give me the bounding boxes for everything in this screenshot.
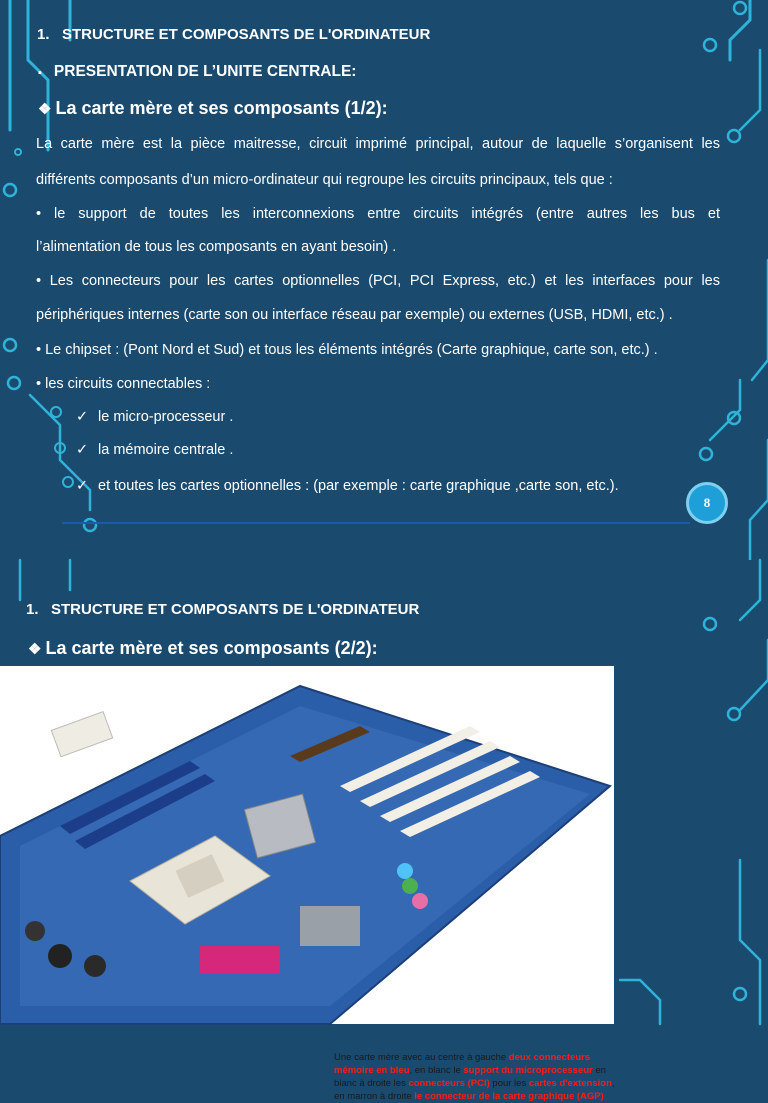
paragraph-line: l’alimentation de tous les composants en ayant besoin) . — [36, 239, 397, 255]
subheading — [38, 63, 356, 81]
checklist-item: ✓ le micro-processeur . — [76, 409, 234, 425]
checkmark-icon: ✓ — [76, 478, 89, 494]
divider-line — [62, 522, 690, 524]
section-title — [28, 638, 378, 659]
paragraph-line: périphériques internes (carte son ou interface réseau par exemple) ou externes (USB, HDMI, etc.) . — [36, 307, 673, 323]
section-title-text: La carte mère et ses composants (1/2): — [55, 98, 388, 118]
checklist-item: ✓ et toutes les cartes optionnelles : (par exemple : carte graphique ,carte son, etc.). — [76, 478, 619, 494]
page-number-badge: 8 — [686, 482, 728, 524]
paragraph-line: • les circuits connectables : — [36, 376, 211, 392]
motherboard-photo — [0, 666, 615, 1102]
motherboard-illustration — [0, 666, 614, 1024]
checkmark-icon: ✓ — [76, 409, 89, 425]
paragraph-line: • le support de toutes les interconnexions entre circuits intégrés (entre autres les bus et — [36, 206, 720, 222]
diamond-bullet-icon: ❖ — [28, 641, 42, 658]
section-title — [38, 98, 388, 119]
checklist-item: ✓ la mémoire centrale . — [76, 442, 234, 458]
photo-caption: Une carte mère avec au centre à gauche deux connecteurs mémoire en bleu, en blanc le support du microprocesseur en blanc à droite les connecteurs (PCI) pour les cartes d'extension, en marron à droite le connecteur de la carte graphique (AGP) — [334, 1052, 615, 1102]
paragraph-line: • Les connecteurs pour les cartes optionnelles (PCI, PCI Express, etc.) et les interfaces pour les — [36, 273, 720, 289]
slide-heading: 1. STRUCTURE ET COMPOSANTS DE L'ORDINATEUR — [26, 601, 420, 618]
square-bullet-icon: ▪ — [38, 67, 42, 79]
slide-heading: 1. STRUCTURE ET COMPOSANTS DE L'ORDINATEUR — [37, 26, 431, 43]
paragraph-line: La carte mère est la pièce maitresse, circuit imprimé principal, autour de laquelle s’organisent les — [36, 136, 720, 152]
slide-2 — [0, 560, 768, 1102]
subheading-text: PRESENTATION DE L’UNITE CENTRALE: — [53, 63, 357, 80]
diamond-bullet-icon: ❖ — [38, 101, 52, 118]
checkmark-icon: ✓ — [76, 442, 89, 458]
section-title-text: La carte mère et ses composants (2/2): — [45, 638, 378, 658]
paragraph-line: différents composants d’un micro-ordinateur qui regroupe les circuits principaux, tels que : — [36, 172, 613, 188]
paragraph-line: • Le chipset : (Pont Nord et Sud) et tous les éléments intégrés (Carte graphique, carte son, etc.) . — [36, 342, 658, 358]
